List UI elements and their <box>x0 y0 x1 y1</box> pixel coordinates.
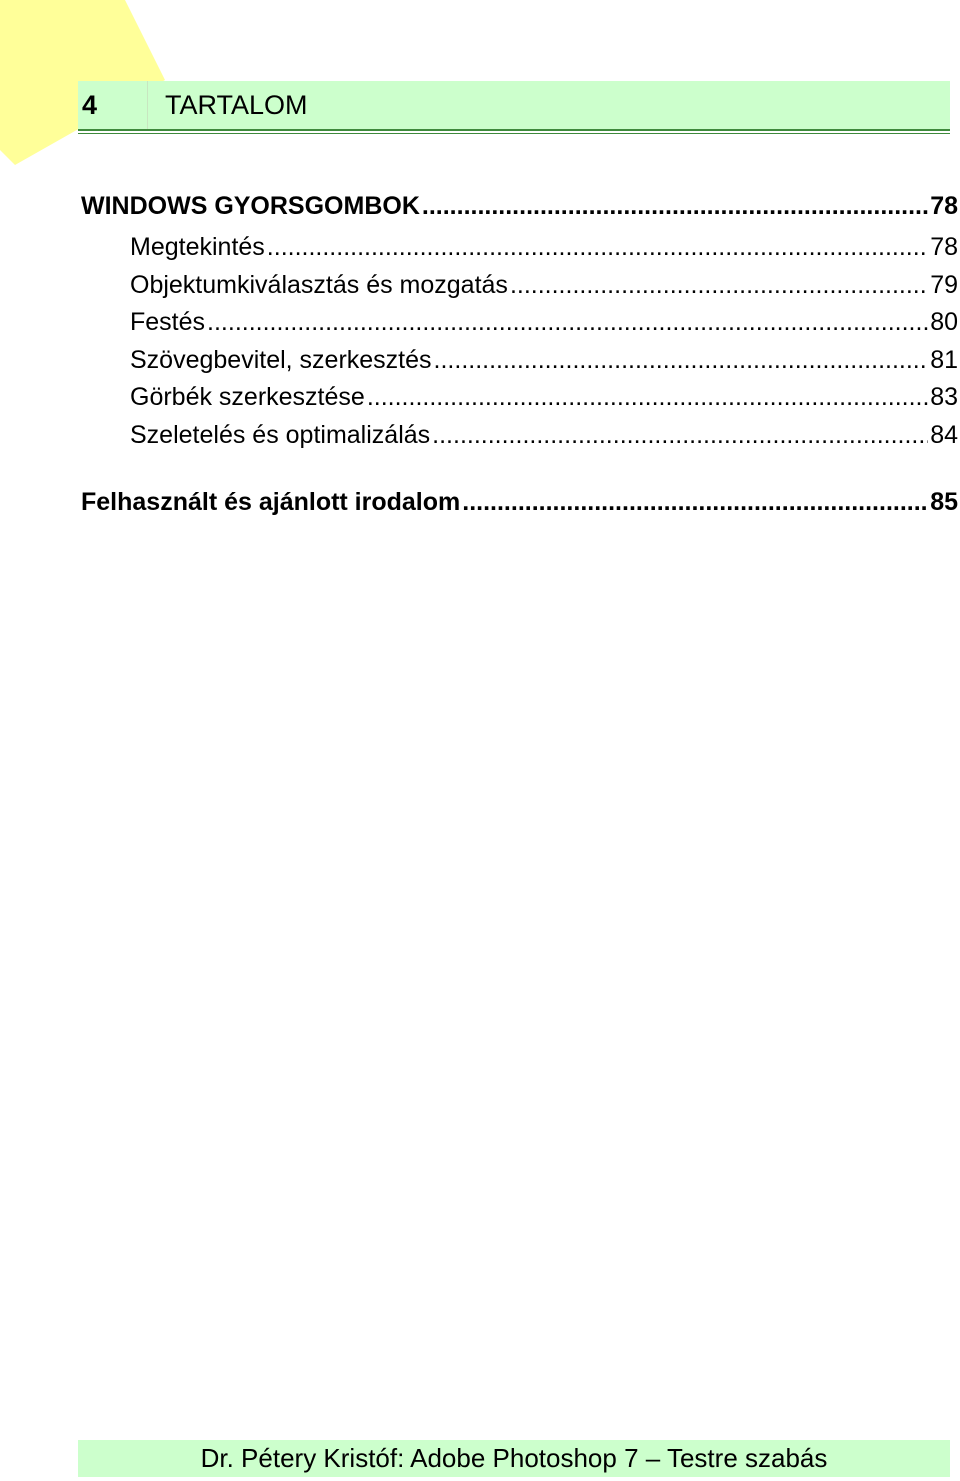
toc-dot-leader <box>267 229 928 267</box>
header-rule-thin <box>78 133 950 134</box>
toc-entry-page: 84 <box>930 420 958 449</box>
toc-entry-label: Szövegbevitel, szerkesztés <box>130 345 432 374</box>
toc-dot-leader <box>422 186 928 226</box>
table-of-contents <box>81 186 958 522</box>
toc-entry-page: 78 <box>930 233 958 261</box>
toc-entry-szeleteles[interactable] <box>81 417 958 455</box>
toc-entry-windows-gyorsgombok[interactable] <box>81 186 958 226</box>
toc-entry-label: Megtekintés <box>130 233 265 261</box>
toc-entry-label: Görbék szerkesztése <box>130 383 365 412</box>
toc-entry-label: Festés <box>130 308 206 337</box>
toc-dot-leader <box>462 482 928 522</box>
toc-entry-irodalom[interactable] <box>81 482 958 522</box>
toc-dot-leader <box>510 267 928 305</box>
toc-entry-objektumkivalasztas[interactable] <box>81 267 958 305</box>
toc-entry-label: Objektumkiválasztás és mozgatás <box>130 270 508 299</box>
toc-entry-page: 85 <box>930 487 958 516</box>
toc-entry-page: 83 <box>930 383 958 412</box>
toc-entry-label: WINDOWS GYORSGOMBOK <box>81 192 420 220</box>
toc-entry-label: Szeletelés és optimalizálás <box>130 420 431 449</box>
toc-dot-leader <box>367 379 928 417</box>
toc-entry-page: 80 <box>930 308 958 337</box>
page-footer <box>78 1440 950 1477</box>
page-title: TARTALOM <box>165 89 308 120</box>
header-bar <box>78 81 950 129</box>
toc-dot-leader <box>432 417 928 455</box>
toc-dot-leader <box>434 342 929 380</box>
toc-entry-page: 81 <box>930 345 958 374</box>
toc-dot-leader <box>207 304 928 342</box>
page-number: 4 <box>78 81 148 129</box>
header-rule-thick <box>78 129 950 131</box>
toc-entry-gorbek[interactable] <box>81 379 958 417</box>
toc-entry-label: Felhasznált és ajánlott irodalom <box>81 487 461 516</box>
toc-entry-page: 78 <box>930 192 958 220</box>
toc-entry-festes[interactable] <box>81 304 958 342</box>
toc-entry-megtekintes[interactable] <box>81 229 958 267</box>
footer-text: Dr. Pétery Kristóf: Adobe Photoshop 7 – Testre szabás <box>200 1443 828 1473</box>
toc-entry-page: 79 <box>930 270 958 299</box>
toc-entry-szovegbevitel[interactable] <box>81 342 958 380</box>
